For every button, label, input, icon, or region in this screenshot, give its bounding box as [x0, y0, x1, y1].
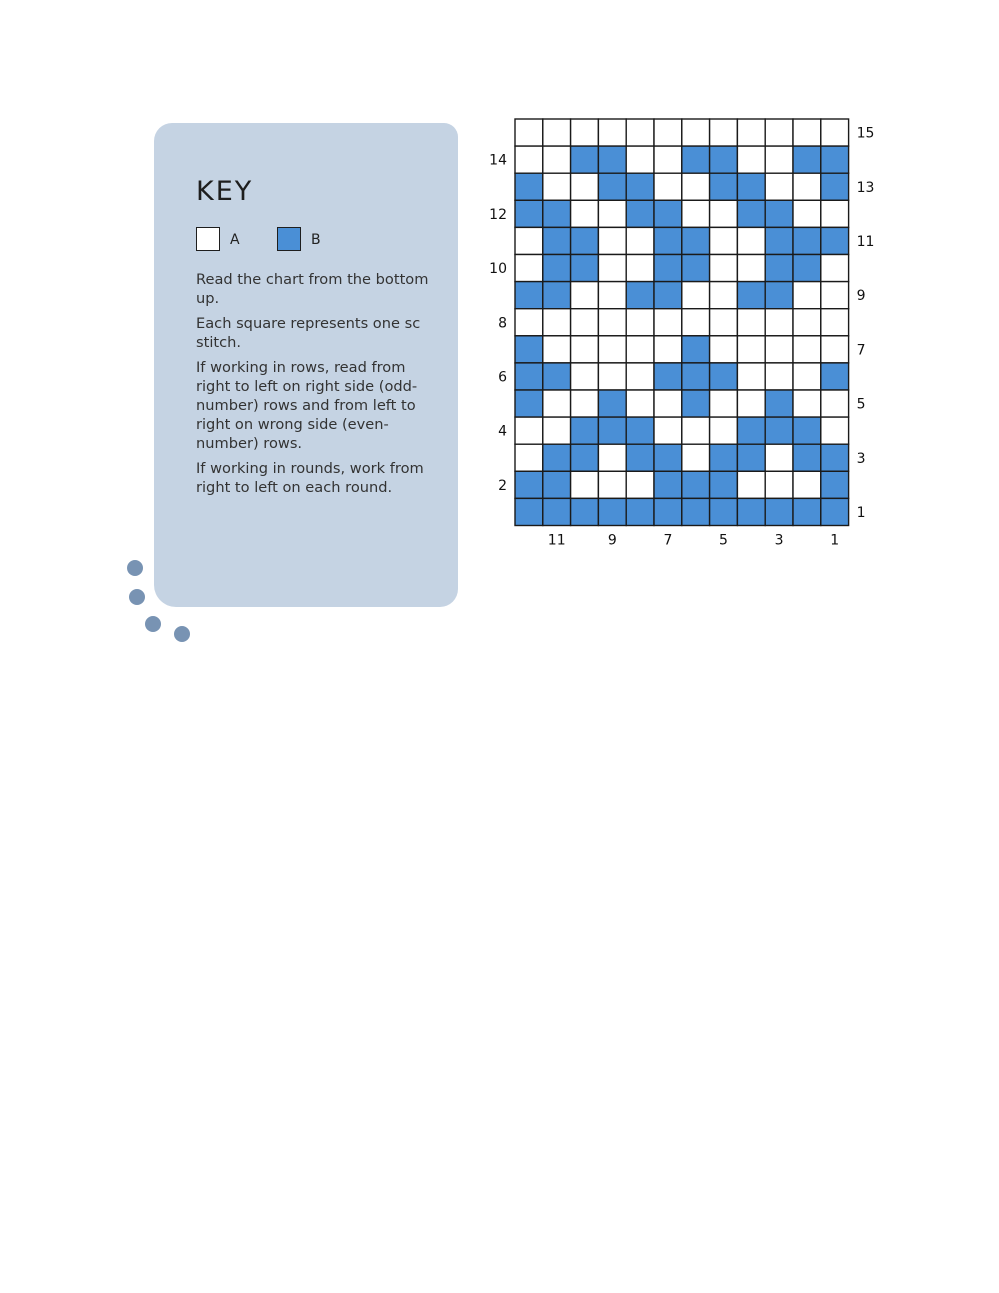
chart-cell [821, 119, 849, 146]
chart-cell [515, 471, 543, 498]
chart-cell [598, 227, 626, 254]
chart-cell [765, 173, 793, 200]
chart-cell [682, 200, 710, 227]
chart-cell [515, 363, 543, 390]
chart-cell [821, 417, 849, 444]
chart-cell [737, 498, 765, 525]
chart-cell [793, 255, 821, 282]
chart-cell [626, 498, 654, 525]
chart-cell [737, 119, 765, 146]
chart-cell [543, 471, 571, 498]
chart-cell [571, 255, 599, 282]
chart-cell [654, 227, 682, 254]
chart-cell [737, 363, 765, 390]
chart-cell [543, 119, 571, 146]
row-label-left: 6 [498, 369, 507, 386]
chart-cell [682, 282, 710, 309]
chart-cell [515, 390, 543, 417]
key-title: KEY [196, 176, 254, 207]
chart-cell [765, 498, 793, 525]
chart-cell [543, 363, 571, 390]
column-label: 7 [663, 532, 673, 549]
chart-cell [515, 417, 543, 444]
chart-cell [515, 200, 543, 227]
chart-cell [598, 309, 626, 336]
row-label-right: 13 [856, 179, 875, 196]
chart-cell [710, 444, 738, 471]
chart-cell [765, 417, 793, 444]
chart-cell [765, 200, 793, 227]
chart-cell [682, 498, 710, 525]
chart-cell [515, 444, 543, 471]
chart-cell [654, 498, 682, 525]
chart-cell [654, 363, 682, 390]
row-label-right: 1 [856, 504, 866, 521]
chart-cell [765, 119, 793, 146]
chart-cell [626, 417, 654, 444]
chart-cell [543, 417, 571, 444]
chart-cell [682, 471, 710, 498]
chart-cell [626, 255, 654, 282]
chart-cell [571, 173, 599, 200]
chart-cell [793, 200, 821, 227]
chart-cell [543, 498, 571, 525]
chart-cell [682, 227, 710, 254]
chart-cell [682, 363, 710, 390]
chart-cell [793, 309, 821, 336]
chart-cell [710, 390, 738, 417]
chart-cell [654, 173, 682, 200]
chart-cell [821, 363, 849, 390]
chart-cell [737, 444, 765, 471]
chart-cell [515, 498, 543, 525]
instruction-square-stitch: Each square represents one sc stitch. [196, 315, 421, 351]
chart-cell [598, 417, 626, 444]
chart-cell [821, 336, 849, 363]
legend-label-b: B [311, 232, 321, 248]
chart-cell [598, 146, 626, 173]
chart-cell [515, 309, 543, 336]
chart-cell [571, 363, 599, 390]
chart-cell [515, 173, 543, 200]
chart-cell [626, 227, 654, 254]
chart-cell [737, 309, 765, 336]
chart-cell [598, 200, 626, 227]
chart-cell [654, 390, 682, 417]
chart-cell [737, 471, 765, 498]
chart-cell [543, 336, 571, 363]
chart-cell [737, 173, 765, 200]
column-label: 9 [607, 532, 617, 549]
chart-cell [821, 444, 849, 471]
chart-cell [765, 363, 793, 390]
instruction-read-bottom-up: Read the chart from the bottom up. [196, 271, 429, 307]
chart-cell [626, 471, 654, 498]
row-label-left: 14 [489, 152, 507, 169]
chart-cell [821, 498, 849, 525]
chart-cell [543, 146, 571, 173]
row-label-right: 11 [856, 233, 875, 250]
chart-cell [543, 390, 571, 417]
chart-cell [710, 227, 738, 254]
chart-cell [821, 471, 849, 498]
chart-cell [821, 173, 849, 200]
chart-cell [821, 309, 849, 336]
chart-cell [710, 282, 738, 309]
chart-cell [626, 282, 654, 309]
chart-cell [710, 255, 738, 282]
row-label-right: 7 [856, 342, 866, 359]
chart-cell [765, 336, 793, 363]
chart-cell [710, 417, 738, 444]
chart-cell [654, 336, 682, 363]
chart-cell [793, 498, 821, 525]
chart-cell [598, 282, 626, 309]
chart-cell [571, 417, 599, 444]
chart-cell [682, 336, 710, 363]
chart-cell [737, 255, 765, 282]
chart-cell [737, 200, 765, 227]
chart-cell [682, 417, 710, 444]
chart-cell [821, 255, 849, 282]
chart-cell [626, 390, 654, 417]
chart-cell [543, 227, 571, 254]
chart-cell [598, 336, 626, 363]
chart-cell [515, 119, 543, 146]
column-label: 3 [774, 532, 784, 549]
chart-cell [543, 282, 571, 309]
chart-cell [626, 146, 654, 173]
chart-cell [710, 471, 738, 498]
instruction-rounds: If working in rounds, work from right to left on each round. [196, 460, 424, 496]
legend-label-a: A [230, 232, 240, 248]
chart-cell [682, 146, 710, 173]
chart-cell [737, 336, 765, 363]
chart-cell [571, 309, 599, 336]
chart-cell [737, 227, 765, 254]
chart-cell [626, 336, 654, 363]
chart-cell [710, 200, 738, 227]
chart-cell [765, 227, 793, 254]
chart-cell [821, 282, 849, 309]
chart-cell [737, 390, 765, 417]
chart-cell [515, 282, 543, 309]
chart-cell [793, 173, 821, 200]
chart-cell [765, 471, 793, 498]
chart-cell [737, 282, 765, 309]
chart-cell [793, 336, 821, 363]
chart-cell [765, 282, 793, 309]
chart-cell [515, 146, 543, 173]
chart-cell [710, 173, 738, 200]
chart-cell [543, 255, 571, 282]
chart-cell [543, 173, 571, 200]
chart-cell [654, 471, 682, 498]
chart-cell [515, 227, 543, 254]
chart-cell [626, 309, 654, 336]
chart-cell [682, 119, 710, 146]
chart-cell [571, 227, 599, 254]
chart-cell [654, 200, 682, 227]
chart-cell [654, 417, 682, 444]
chart-cell [515, 336, 543, 363]
chart-cell [543, 309, 571, 336]
row-label-right: 9 [856, 288, 866, 305]
column-label: 5 [719, 532, 728, 549]
row-label-left: 10 [489, 261, 507, 278]
chart-cell [571, 146, 599, 173]
chart-cell [626, 444, 654, 471]
chart-cell [598, 255, 626, 282]
chart-cell [598, 119, 626, 146]
chart-cell [626, 119, 654, 146]
chart-cell [821, 390, 849, 417]
chart-cell [710, 309, 738, 336]
chart-cell [737, 417, 765, 444]
instruction-rows: If working in rows, read from right to left on right side (odd-number) rows and from left to right on wrong side (even-number) rows. [196, 359, 418, 452]
chart-cell [654, 444, 682, 471]
chart-cell [571, 200, 599, 227]
chart-cell [571, 336, 599, 363]
chart-cell [765, 309, 793, 336]
row-label-left: 2 [498, 477, 507, 494]
chart-cell [737, 146, 765, 173]
chart-cell [571, 119, 599, 146]
chart-cell [765, 146, 793, 173]
chart-cell [793, 119, 821, 146]
chart-cell [571, 444, 599, 471]
chart-cell [793, 146, 821, 173]
chart-cell [765, 444, 793, 471]
chart-cell [793, 227, 821, 254]
column-label: 1 [830, 532, 840, 549]
chart-cell [543, 200, 571, 227]
row-label-left: 12 [489, 206, 507, 223]
chart-cell [821, 146, 849, 173]
chart-cell [571, 471, 599, 498]
chart-cell [515, 255, 543, 282]
chart-cell [598, 471, 626, 498]
chart-cell [793, 363, 821, 390]
chart-cell [598, 444, 626, 471]
chart-cell [654, 146, 682, 173]
chart-cell [682, 173, 710, 200]
chart-cell [710, 119, 738, 146]
chart-cell [654, 309, 682, 336]
row-label-left: 8 [498, 315, 507, 332]
chart-cell [571, 498, 599, 525]
chart-cell [626, 363, 654, 390]
chart-cell [710, 146, 738, 173]
chart-cell [682, 255, 710, 282]
chart-cell [626, 200, 654, 227]
row-label-right: 15 [856, 125, 875, 142]
chart-cell [598, 390, 626, 417]
chart-cell [598, 498, 626, 525]
chart-cell [821, 227, 849, 254]
chart-cell [654, 119, 682, 146]
chart-cell [793, 471, 821, 498]
chart-cell [598, 173, 626, 200]
chart-cell [571, 282, 599, 309]
chart-cell [654, 255, 682, 282]
chart-cell [710, 363, 738, 390]
column-label: 11 [547, 532, 566, 549]
chart-cell [654, 282, 682, 309]
chart-cell [626, 173, 654, 200]
chart-cell [682, 390, 710, 417]
chart-cell [571, 390, 599, 417]
chart-cell [821, 200, 849, 227]
chart-cell [793, 417, 821, 444]
chart-cell [682, 444, 710, 471]
chart-cell [765, 255, 793, 282]
chart-cell [793, 390, 821, 417]
row-label-right: 3 [856, 450, 866, 467]
chart-cell [710, 336, 738, 363]
chart-cell [765, 390, 793, 417]
chart-cell [793, 282, 821, 309]
chart-cell [598, 363, 626, 390]
chart-cell [710, 498, 738, 525]
chart-cell [793, 444, 821, 471]
chart-cell [543, 444, 571, 471]
chart-cell [682, 309, 710, 336]
row-label-right: 5 [856, 396, 866, 413]
row-label-left: 4 [498, 423, 507, 440]
